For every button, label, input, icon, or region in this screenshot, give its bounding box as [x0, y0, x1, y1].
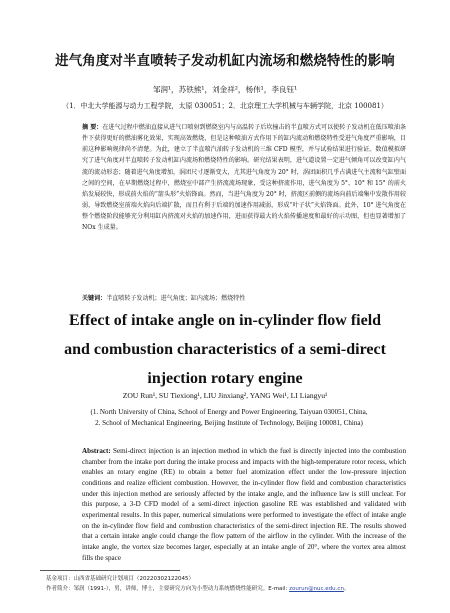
english-affiliation-line-2: 2. School of Mechanical Engineering, Beijing Institute of Technology, Beijing 100081, China) — [95, 418, 363, 427]
english-abstract-text: Semi-direct injection is an injection method in which the fuel is directly injected into the combustion chamber from the intake port during the intake process and impacts with the high-temperature rotor recess, which enables an rotary engine (RE) to obtain a better fuel atomization effect under the low-pressure injection conditions and realize efficient combustion. However, the in-cylinder flow field and combustion characteristics under this injection method are seriously affected by the intake angle, and the influence law is still unclear. For this purpose, a 3-D CFD model of a semi-direct injection gasoline RE was established and validated with experimental results. In this paper, numerical simulations were performed to investigate the effect of intake angle on the in-cylinder flow field and combustion characteristics of the semi-direct injection RE. The results showed that a certain intake angle could change the flow pattern of the airflow in the cylinder. With the increase of the intake angle, the vortex size becomes larger, especially at an intake angle of 20°, where the vortex area almost fills the space — [82, 447, 406, 562]
footnote-divider — [40, 570, 180, 571]
footnote-author-info-text: 作者简介：邹润（1991-），男，讲师，博士，主要研究方向为小型动力系统燃烧性能研究。E-mail: — [46, 586, 290, 592]
english-affiliation-line-1: (1. North University of China, School of Energy and Power Engineering, Taiyuan 030051, China, — [90, 408, 368, 416]
english-title: Effect of intake angle on in-cylinder flow field and combustion characteristics of a semi-direct injection rotary engine — [64, 312, 386, 387]
chinese-affiliation: （1．中北大学能源与动力工程学院，太原 030051；2．北京理工大学机械与车辆学院，北京 100081） — [62, 102, 388, 110]
english-abstract — [82, 446, 406, 563]
chinese-keywords-text: 半直喷转子发动机；进气角度；缸内流场；燃烧特性 — [106, 295, 246, 302]
english-affiliation — [82, 407, 376, 428]
footnote-author-info-end: 。 — [343, 586, 350, 592]
chinese-keywords-label: 关键词： — [82, 295, 107, 302]
chinese-abstract — [82, 122, 406, 234]
author-email-link[interactable]: zourun@nuc.edu.cn — [289, 586, 344, 592]
chinese-authors: 邹润¹，苏铁熊¹，刘金祥²，杨伟¹，李良钰¹ — [152, 85, 298, 94]
chinese-abstract-text: 在进气过程中燃油直接从进气口喷射到燃烧室内与高温转子后坎撞击的半直喷方式可以使转子发动机在低压喷油条件下获得更好的燃油雾化效果，实现高效燃烧，但是这种喷油方式作用下的缸内流动和燃烧特性受进气角度严重影响，目前这种影响规律尚不清楚。为此，建立了半直喷汽油转子发动机的三维 CFD 模型，并与试验结果进行验证。数值模拟研究了进气角度对半直喷转子发动机缸内流场和燃烧特性的影响。研究结果表明，进气道设置一定进气倾角可以改变缸内气流的流动形态；随着进气角度增加，涡团尺寸逐渐变大，尤其进气角度为 20° 时，涡团面积几乎占满进气主流和气缸壁面之间的空间，在早期燃烧过程中，燃烧室中部产生挤流流场现象，受这种挤流作用，进气角度为 5°、10° 和 15° 的前火焰发展较快，形成前火焰的“箭头形”火焰锋面。然而，当进气角度为 20° 时，挤流区前侧的流场向前后端集中发散作用较弱，导致燃烧室前端火焰向后端扩散，而且有利于后端的加速作用减弱，形成“叶子状”火焰锋面。此外，10° 进气角度在整个燃烧阶段能够充分利用缸内挤流对火焰的加速作用，进而获得最大的火焰传播速度和最好的示功图，但也显著增加了 NOx 生成量。 — [82, 124, 406, 232]
chinese-keywords — [82, 294, 406, 304]
english-authors: ZOU Run¹, SU Tiexiong¹, LIU Jinxiang², YANG Wei¹, LI Liangyu¹ — [122, 391, 328, 400]
chinese-title: 进气角度对半直喷转子发动机缸内流场和燃烧特性的影响 — [55, 54, 395, 69]
english-abstract-label: Abstract: — [82, 447, 111, 455]
footnote-author-info — [46, 584, 349, 592]
footnote-fund: 基金项目：山西省基础研究计划项目（20220302122045） — [46, 576, 194, 582]
chinese-abstract-label: 摘 要： — [82, 124, 103, 131]
